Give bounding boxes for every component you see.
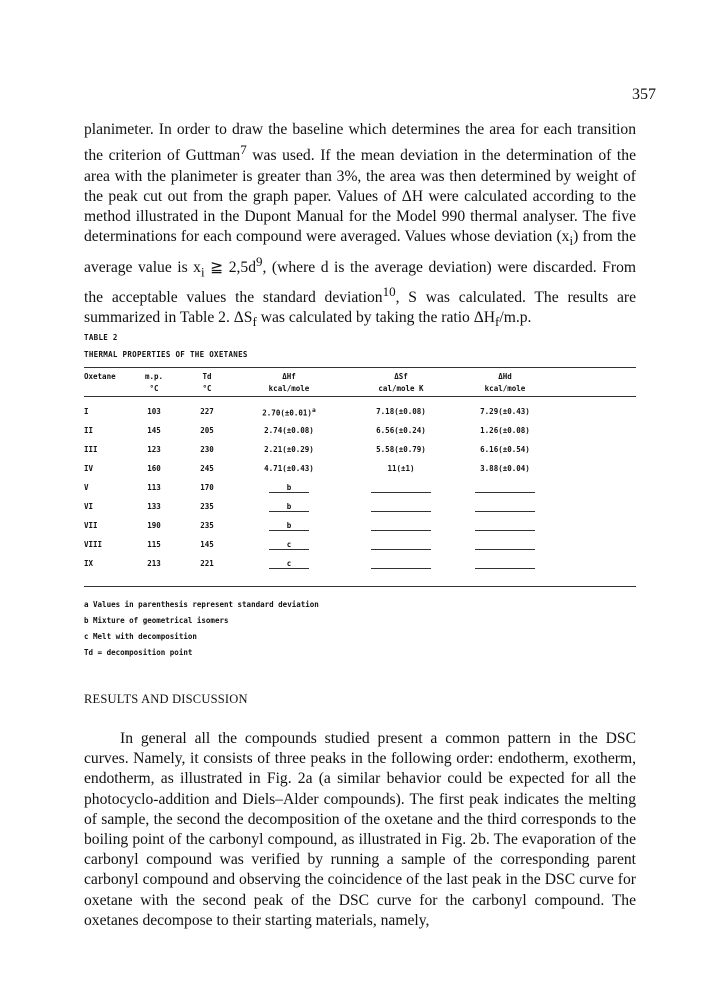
footnote-b: b Mixture of geometrical isomers — [84, 616, 229, 625]
cell-dhd: 6.16(±0.54) — [480, 445, 530, 454]
table-row — [84, 407, 636, 419]
table-row — [84, 502, 636, 514]
cell-dsf-blank — [356, 483, 446, 495]
cell-mp: 103 — [147, 407, 161, 416]
cell-mp: 190 — [147, 521, 161, 530]
footnote-ref-b: b — [269, 483, 309, 493]
header-oxetane: Oxetane — [84, 372, 116, 381]
cell-td: 221 — [200, 559, 214, 568]
footnote-ref-b: b — [269, 502, 309, 512]
table-bottom-rule — [84, 586, 636, 587]
cell-mp: 133 — [147, 502, 161, 511]
cell-dhf: 2.74(±0.08) — [264, 426, 314, 435]
header-td: Td — [202, 372, 212, 381]
table-row — [84, 559, 636, 571]
cell-mp: 145 — [147, 426, 161, 435]
cell-dhf — [234, 483, 344, 493]
footnote-ref-c: c — [269, 540, 309, 550]
footnote-ref-c: c — [269, 559, 309, 569]
section-heading: RESULTS AND DISCUSSION — [84, 692, 248, 706]
cell-mp: 113 — [147, 483, 161, 492]
cell-dhd-blank — [460, 540, 550, 552]
cell-dhd: 7.29(±0.43) — [480, 407, 530, 416]
cell-dhf — [234, 559, 344, 569]
cell-oxetane: VII — [84, 521, 98, 530]
table-title: THERMAL PROPERTIES OF THE OXETANES — [84, 350, 248, 359]
cell-td: 230 — [200, 445, 214, 454]
cell-dhf — [234, 540, 344, 550]
cell-dhf: 2.21(±0.29) — [264, 445, 314, 454]
cell-dhf — [234, 521, 344, 531]
cell-dsf: 7.18(±0.08) — [376, 407, 426, 416]
table-row — [84, 426, 636, 438]
table-header-row — [84, 372, 636, 384]
table-header-rule — [84, 396, 636, 397]
cell-oxetane: VIII — [84, 540, 103, 549]
cell-dhd: 3.88(±0.04) — [480, 464, 530, 473]
cell-dhd-blank — [460, 483, 550, 495]
cell-dhf — [234, 502, 344, 512]
cell-td: 170 — [200, 483, 214, 492]
header-mp-unit: °C — [149, 384, 159, 393]
cell-dhf: $2.70(\pm 0.01)^a$ — [262, 407, 316, 418]
cell-mp: 115 — [147, 540, 161, 549]
cell-oxetane: III — [84, 445, 98, 454]
table-row — [84, 464, 636, 476]
cell-dsf-blank — [356, 502, 446, 514]
header-dhf-unit: kcal/mole — [268, 384, 310, 393]
cell-oxetane: IX — [84, 559, 94, 568]
cell-dhd: 1.26(±0.08) — [480, 426, 530, 435]
page-number: 357 — [632, 86, 656, 103]
header-dsf-unit: cal/mole K — [378, 384, 424, 393]
table-row — [84, 540, 636, 552]
table-row — [84, 445, 636, 457]
cell-mp: 213 — [147, 559, 161, 568]
cell-oxetane: IV — [84, 464, 94, 473]
cell-oxetane: II — [84, 426, 94, 435]
cell-td: 145 — [200, 540, 214, 549]
cell-td: 205 — [200, 426, 214, 435]
footnote-ref-b: b — [269, 521, 309, 531]
table-row — [84, 483, 636, 495]
cell-td: 235 — [200, 521, 214, 530]
cell-oxetane: I — [84, 407, 89, 416]
header-dhf: ΔHf — [282, 372, 296, 381]
header-dsf: ΔSf — [394, 372, 408, 381]
cell-dsf: 5.58(±0.79) — [376, 445, 426, 454]
cell-mp: 160 — [147, 464, 161, 473]
cell-td: 227 — [200, 407, 214, 416]
cell-dhd-blank — [460, 559, 550, 571]
body-paragraph-1: planimeter. In order to draw the baseline which determines the area for each transition the criterion of Guttman$^7$ was used. If the mean deviation in the determination of the area with the planimeter is greater than 3%, the area was then determined by weight of the peak cut out from the graph paper. Values of ΔH were calculated according to the method illustrated in the Dupont Manual for the Model 990 thermal analyser. The five determinations for each compound were averaged. Values whose deviation $(x_i)$ from the average value is $x_i$ ≧ $2,5d^9$, (where d is the average deviation) were discarded. From the acceptable values the standard deviation$^{10}$, S was calculated. The results are summarized in Table 2. $\Delta S_f$ was calculated by taking the ratio $\Delta H_f/m.p$. — [84, 121, 637, 330]
table-label: TABLE 2 — [84, 333, 118, 342]
footnote-c: c Melt with decomposition — [84, 632, 197, 641]
cell-oxetane: V — [84, 483, 89, 492]
cell-td: 235 — [200, 502, 214, 511]
footnote-td: Td = decomposition point — [84, 648, 193, 657]
footnote-a: a Values in parenthesis represent standard deviation — [84, 600, 319, 609]
cell-oxetane: VI — [84, 502, 94, 511]
footnote-marker: a — [311, 407, 316, 414]
header-dhd: ΔHd — [498, 372, 512, 381]
header-td-unit: °C — [202, 384, 212, 393]
cell-dhd-blank — [460, 502, 550, 514]
cell-dsf-blank — [356, 559, 446, 571]
cell-dhd-blank — [460, 521, 550, 533]
table-row — [84, 521, 636, 533]
cell-dsf: 6.56(±0.24) — [376, 426, 426, 435]
table-header-units-row — [84, 384, 636, 396]
cell-dsf-blank — [356, 540, 446, 552]
cell-dhf: 4.71(±0.43) — [264, 464, 314, 473]
cell-td: 245 — [200, 464, 214, 473]
header-dhd-unit: kcal/mole — [484, 384, 526, 393]
body-paragraph-2: In general all the compounds studied present a common pattern in the DSC curves. Namely, it consists of three peaks in the following order: endotherm, exotherm, endotherm, as illustrated in Fig. 2a (a similar behavior could be expected for all the photocyclo-addition and Diels–Alder compounds). The first peak indicates the melting of sample, the second the decomposition of the oxetane and the third corresponds to the boiling point of the carbonyl compound, as illustrated in Fig. 2b. The evaporation of the carbonyl compound was verified by running a sample of the corresponding parent carbonyl compound and observing the coincidence of the last peak in the DSC curve for oxetane with the second peak of the DSC curve for the carbonyl compound. The oxetanes decompose to their starting materials, namely, — [84, 730, 636, 929]
header-mp: m.p. — [144, 372, 164, 381]
cell-dsf-blank — [356, 521, 446, 533]
cell-mp: 123 — [147, 445, 161, 454]
cell-dsf: 11(±1) — [387, 464, 415, 473]
table-top-rule — [84, 367, 636, 368]
